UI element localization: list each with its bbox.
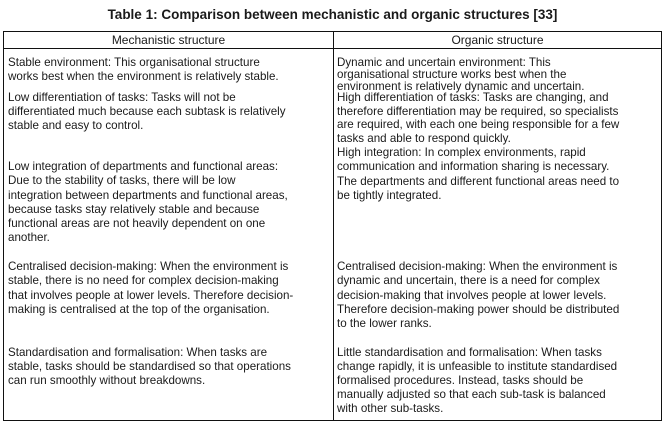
table-title: Table 1: Comparison between mechanistic and organic structures [33] xyxy=(107,7,558,22)
organic-cell-standardisation: Little standardisation and formalisation: When tasks change rapidly, it is unfeasible to institute standardised formalised procedures. Instead, tasks should be manually adjusted so that each sub-task is balanced with other sub-tasks. xyxy=(337,346,618,415)
mechanistic-cell-decision-making: Centralised decision-making: When the environment is stable, there is no need for complex decision-making that involves people at lower levels. Therefore decision- making is centralised at the top of the organisation. xyxy=(8,260,294,316)
mechanistic-cell-differentiation: Low differentiation of tasks: Tasks will not be differentiated much because each subtask is relatively stable and easy to control. xyxy=(8,91,286,132)
column-divider xyxy=(333,31,334,421)
organic-cell-differentiation: High differentiation of tasks: Tasks are changing, and therefore differentiation may be required, so specialists are required, with each one being responsible for a few tasks and able to respond quickly. xyxy=(337,91,620,145)
organic-cell-integration: High integration: In complex environments, rapid communication and information sharing is necessary. The departments and different functional areas need to be tightly integrated. xyxy=(337,146,620,202)
organic-cell-decision-making: Centralised decision-making: When the environment is dynamic and uncertain, there is a need for complex decision-making that involves people at lower levels. Therefore decision-making power should be distributed to the lower ranks. xyxy=(337,260,620,331)
mechanistic-cell-integration: Low integration of departments and functional areas: Due to the stability of tasks, there will be low integration between departments and functional areas, because tasks stay relatively stable and because functional areas are not heavily dependent on one another. xyxy=(8,160,288,245)
mechanistic-cell-standardisation: Standardisation and formalisation: When tasks are stable, tasks should be standardised so that operations can run smoothly without breakdowns. xyxy=(8,346,291,387)
mechanistic-cell-environment: Stable environment: This organisational structure works best when the environment is relatively stable. xyxy=(8,56,279,83)
header-mechanistic: Mechanistic structure xyxy=(111,33,226,47)
table-border-left xyxy=(3,31,4,421)
organic-cell-environment: Dynamic and uncertain environment: This organisational structure works best when the environment is relatively dynamic and uncertain. xyxy=(337,56,585,94)
header-organic: Organic structure xyxy=(451,33,544,47)
table-border-right xyxy=(661,31,662,421)
